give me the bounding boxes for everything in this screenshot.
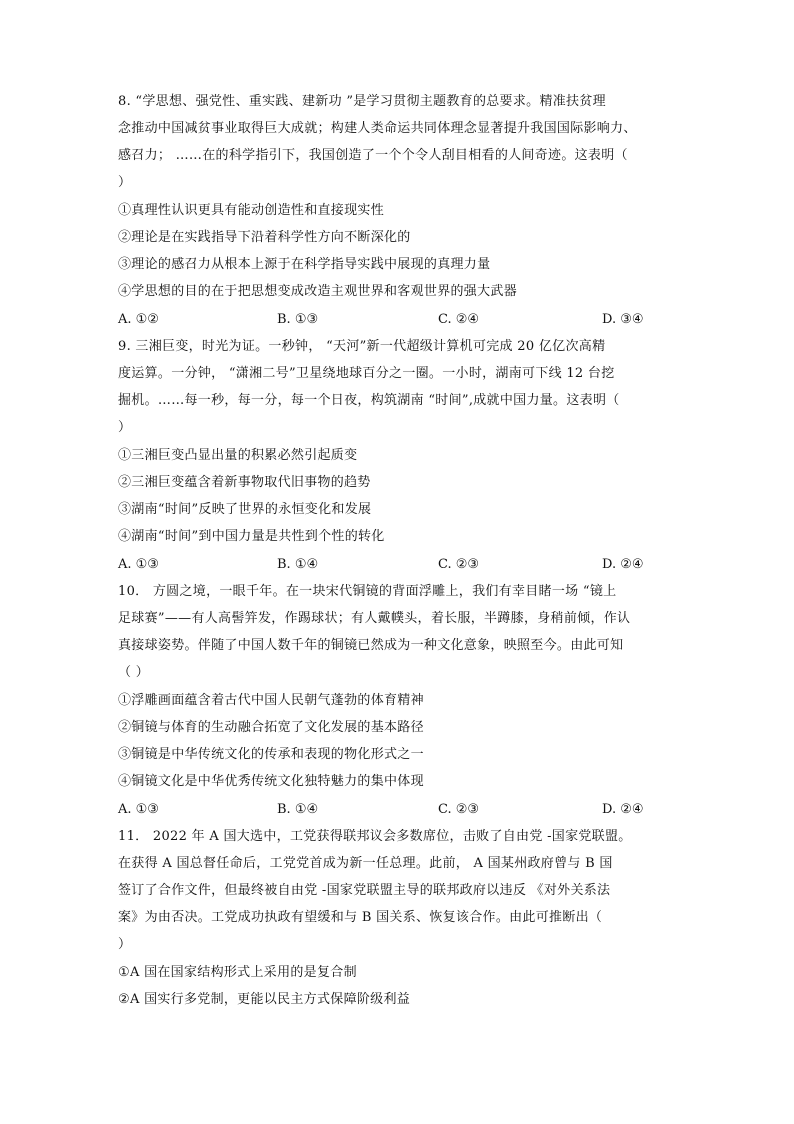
q8-stem-line-3: 感召力； ……在的科学指引下，我国创造了一个个令人刮目相看的人间奇迹。这表明（ <box>118 148 628 163</box>
q8-statement-3: ③理论的感召力从根本上源于在科学指导实践中展现的真理力量 <box>118 257 491 272</box>
q8-option-b[interactable]: B. ①③ <box>277 312 319 327</box>
q9-stem-line-2: 度运算。一分钟， “潇湘二号”卫星绕地球百分之一圈。一小时，湖南可下线 12 台挖 <box>118 366 615 381</box>
q9-option-b[interactable]: B. ①④ <box>277 557 319 572</box>
q9-stem-line-4: ） <box>118 420 132 435</box>
q8-stem-line-1: 8. “学思想、强党性、重实践、建新功 ”是学习贯彻主题教育的总要求。精准扶贫理 <box>118 94 606 109</box>
q9-statement-1: ①三湘巨变凸显出量的积累必然引起质变 <box>118 448 358 463</box>
q8-stem-line-4: ） <box>118 175 132 190</box>
q11-statement-2: ②A 国实行多党制，更能以民主方式保障阶级利益 <box>118 992 411 1007</box>
q9-stem-line-1: 9. 三湘巨变，时光为证。一秒钟， “天河”新一代超级计算机可完成 20 亿亿次高精 <box>118 339 606 354</box>
q9-stem-line-3: 掘机。……每一秒，每一分，每一个日夜，构筑湖南 “时间”,成就中国力量。这表明（ <box>118 393 620 408</box>
q8-option-c[interactable]: C. ②④ <box>438 312 480 327</box>
q9-option-c[interactable]: C. ②③ <box>438 557 480 572</box>
q10-option-c[interactable]: C. ②③ <box>438 802 480 817</box>
q8-option-a[interactable]: A. ①② <box>118 312 159 327</box>
q11-stem-line-1: 11． 2022 年 A 国大选中，工党获得联邦议会多数席位，击败了自由党 -国家党联盟。 <box>118 829 632 844</box>
q11-statement-1: ①A 国在国家结构形式上采用的是复合制 <box>118 965 357 980</box>
q10-stem-line-1: 10． 方圆之境，一眼千年。在一块宋代铜镜的背面浮雕上，我们有幸目睹一场 “镜上 <box>118 584 617 599</box>
q11-stem-line-3: 签订了合作文件，但最终被自由党 -国家党联盟主导的联邦政府以违反 《对外关系法 <box>118 883 611 898</box>
q10-option-d[interactable]: D. ②④ <box>602 802 644 817</box>
q11-stem-line-2: 在获得 A 国总督任命后，工党党首成为新一任总理。此前， A 国某州政府曾与 B 国 <box>118 856 613 871</box>
q9-statement-4: ④湖南“时间”到中国力量是共性到个性的转化 <box>118 529 385 544</box>
q11-stem-line-5: ） <box>118 937 132 952</box>
q9-option-d[interactable]: D. ②④ <box>602 557 644 572</box>
q10-statement-4: ④铜镜文化是中华优秀传统文化独特魅力的集中体现 <box>118 774 424 789</box>
q8-statement-4: ④学思想的目的在于把思想变成改造主观世界和客观世界的强大武器 <box>118 284 518 299</box>
q8-stem-line-2: 念推动中国减贫事业取得巨大成就；构建人类命运共同体理念显著提升我国国际影响力、 <box>118 121 637 136</box>
q9-statement-2: ②三湘巨变蕴含着新事物取代旧事物的趋势 <box>118 475 371 490</box>
q10-statement-1: ①浮雕画面蕴含着古代中国人民朝气蓬勃的体育精神 <box>118 693 424 708</box>
q10-option-a[interactable]: A. ①③ <box>118 802 159 817</box>
q8-statement-1: ①真理性认识更具有能动创造性和直接现实性 <box>118 203 385 218</box>
q10-stem-line-4: （ ） <box>118 665 150 680</box>
q8-statement-2: ②理论是在实践指导下沿着科学性方向不断深化的 <box>118 230 411 245</box>
q10-statement-3: ③铜镜是中华传统文化的传承和表现的物化形式之一 <box>118 747 424 762</box>
q11-stem-line-4: 案》为由否决。工党成功执政有望缓和与 B 国关系、恢复该合作。由此可推断出（ <box>118 910 603 925</box>
q9-statement-3: ③湖南“时间”反映了世界的永恒变化和发展 <box>118 502 372 517</box>
q9-option-a[interactable]: A. ①③ <box>118 557 159 572</box>
q8-option-d[interactable]: D. ③④ <box>602 312 644 327</box>
q10-option-b[interactable]: B. ①④ <box>277 802 319 817</box>
q10-stem-line-3: 真接球姿势。伴随了中国人数千年的铜镜已然成为一种文化意象，映照至今。由此可知 <box>118 638 624 653</box>
q10-stem-line-2: 足球赛”——有人高髻笄发，作踢球状；有人戴幞头，着长服，半蹲膝，身稍前倾，作认 <box>118 611 631 626</box>
q10-statement-2: ②铜镜与体育的生动融合拓宽了文化发展的基本路径 <box>118 720 424 735</box>
